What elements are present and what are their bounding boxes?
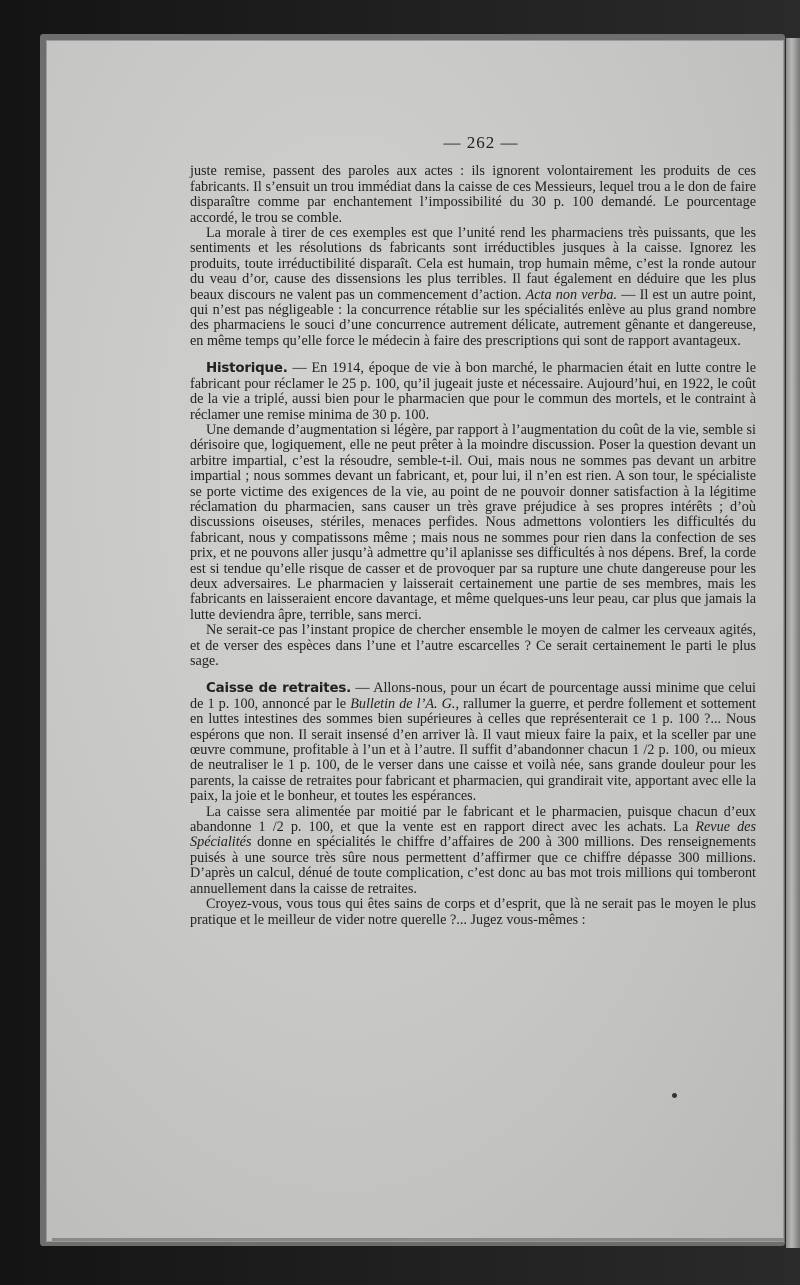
caisse-p2-revue: Revue des Spécialités bbox=[190, 819, 756, 851]
caisse-p2-b: donne en spécialités le chiffre d’affaires de 200 à 300 millions. Des renseignements puisés à une source très sûre nous permettent d’affirmer que ce chiffre dépasse 300 millions. D’après un calcul, dénué de toute complication, c’est donc au bas mot trois millions qui tomberont annuellement dans la caisse de retraites. bbox=[190, 834, 756, 897]
intro-paragraph-2 bbox=[190, 226, 756, 349]
section-caisse-de-retraites bbox=[190, 681, 756, 928]
caisse-paragraph-3: Croyez-vous, vous tous qui êtes sains de corps et d’esprit, que là ne serait pas le moyen le plus pratique et le meilleur de vider notre querelle ?... Jugez vous-mêmes : bbox=[190, 896, 756, 928]
page-number: — 262 — bbox=[443, 133, 519, 152]
caisse-p1-a: — Allons-nous, pour un écart de pourcentage aussi minime que celui de 1 p. 100, annoncé par le bbox=[190, 680, 756, 712]
caisse-paragraph-1 bbox=[190, 681, 756, 804]
caisse-heading: Caisse de retraites. bbox=[206, 681, 352, 697]
intro-paragraph-1: juste remise, passent des paroles aux actes : ils ignorent volontairement les produits de ces fabricants. Il s’ensuit un trou immédiat dans la caisse de ces Messieurs, lequel trou a le don de faire disparaître comme par enchantement l’impossibilité du 30 p. 100 demandé. Le pourcentage accordé, le trou se comble. bbox=[190, 163, 756, 226]
intro-p2-text: La morale à tirer de ces exemples est que l’unité rend les pharmaciens très puissants, que les sentiments et les résolutions ds fabricants sont irréductibles jusques à la caisse. Ignorez les produits, toute irréductibilité disparaît. Cela est humain, trop humain même, c’est la ronde autour du veau d’or, cause des dissensions les plus terribles. Il faut également en déduire que les plus beaux discours ne valent pas un commencement d’action. bbox=[190, 225, 756, 303]
page-bottom-edge bbox=[52, 1238, 784, 1241]
ink-spot bbox=[672, 1093, 677, 1098]
historique-paragraph-3: Ne serait-ce pas l’instant propice de chercher ensemble le moyen de calmer les cerveaux agités, et de verser des espèces dans l’une et l’autre escarcelles ? Ce serait certainement le parti le plus sage. bbox=[190, 622, 756, 669]
historique-heading: Historique. bbox=[206, 361, 288, 377]
caisse-p1-b: , rallumer la guerre, et perdre follement et sottement en luttes intestines des sommes bien supérieures à celles que représenterait ce 1 p. 100 ?... Nous espérons que non. Il serait insensé d’en arriver là. Il vaut mieux faire la paix, et la sceller par une œuvre commune, profitable à l’un et à l’autre. Il suffit d’abandonner chacun 1 /2 p. 100, ou mieux de neutraliser le 1 p. 100, de le verser dans une caisse et voilà née, sans grande douleur pour les parents, la caisse de retraites pour fabricant et pharmacien, qui grandirait vite, apportant avec elle la paix, la joie et le bonheur, et toutes les espérances. bbox=[190, 695, 756, 805]
intro-p2-end: — Il est un autre point, qui n’est pas négligeable : la concurrence rétablie sur les spécialités enlève au plus grand nombre des pharmaciens le souci d’une concurrence autrement délicate, autrement gênante et dangereuse, en même temps qu’elle force le médecin à faire des prescriptions qui sont de rapport avantageux. bbox=[190, 286, 756, 349]
caisse-p2-a: La caisse sera alimentée par moitié par le fabricant et le pharmacien, puisque chacun d’eux abandonne 1 /2 p. 100, et que la vente est en rapport direct avec les achats. La bbox=[190, 803, 756, 836]
historique-paragraph-2: Une demande d’augmentation si légère, par rapport à l’augmentation du coût de la vie, semble si dérisoire que, logiquement, elle ne peut prêter à la moindre discussion. Poser la question devant un arbitre impartial, c’est la résoudre, semble-t-il. Oui, mais nous ne sommes pas devant un arbitre impartial ; nous sommes devant un fabricant, et, pour lui, il n’en est rien. A son tour, le spécialiste se porte victime des exigences de la vie, au point de ne pouvoir donner satisfaction à la légitime réclamation du pharmacien, sans causer un très grave préjudice à ses propres intérêts ; d’où discussions oiseuses, stériles, menaces perfides. Nous admettons volontiers les difficultés du fabricant, nous y compatissons même ; mais nous ne sommes pour rien dans la confection de ses prix, et ne pouvons aller jusqu’à admettre qu’il aplanisse ses difficultés à nos dépens. Bref, la corde est si tendue qu’elle risque de casser et de provoquer par sa rupture une chute dangereuse pour les deux adversaires. Le pharmacien y laisserait certainement une partie de ses membres, mais les fabricants en laisseraient encore davantage, et même quelques-uns leur peau, car plus que jamais la lutte deviendra âpre, terrible, sans merci. bbox=[190, 421, 756, 623]
section-historique bbox=[190, 361, 756, 669]
historique-p1-text: — En 1914, époque de vie à bon marché, le pharmacien était en lutte contre le fabricant pour réclamer le 25 p. 100, qu’il jugeait juste et nécessaire. Aujourd’hui, en 1922, le coût de la vie a triplé, aussi bien pour le pharmacien que pour le commun des mortels, et le contraint à réclamer une remise minima de 30 p. 100. bbox=[190, 360, 756, 423]
historique-paragraph-1 bbox=[190, 361, 756, 423]
page-content bbox=[190, 135, 756, 928]
caisse-p1-bulletin: Bulletin de l’A. G. bbox=[350, 695, 456, 712]
caisse-paragraph-2 bbox=[190, 805, 756, 897]
adjacent-page-edge bbox=[786, 38, 800, 1248]
intro-p2-latin: Acta non verba. bbox=[525, 286, 618, 303]
